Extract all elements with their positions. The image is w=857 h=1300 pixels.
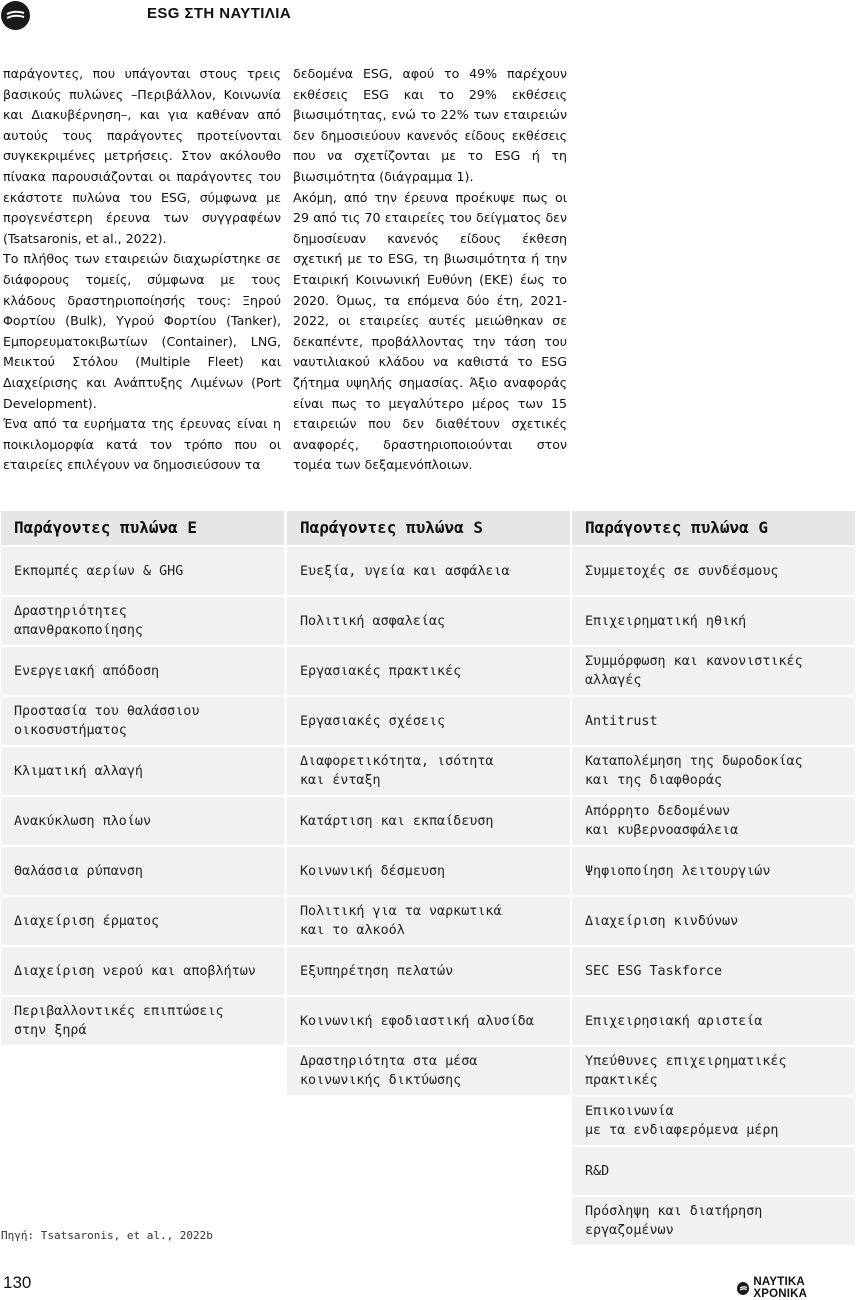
table-cell [1, 647, 284, 695]
table-cell-text [300, 612, 445, 631]
table-column-s [287, 511, 570, 1097]
table-cell-line: Δραστηριότητα στα μέσα [300, 1054, 478, 1069]
table-cell-text [14, 912, 159, 931]
brand-name: ΝΑΥΤΙΚΑ ΧΡΟΝΙΚΑ [753, 1276, 808, 1300]
table-cell-text [585, 1052, 787, 1090]
table-cell-line: Antitrust [585, 713, 658, 729]
table-header-s: Παράγοντες πυλώνα S [287, 511, 570, 545]
article-paragraph: Ακόμη, από την έρευνα προέκυψε πως οι 29 από τις 70 εταιρείες του δείγματος δεν δημοσίευαν κανενός είδους έκθεση σχετική με το ESG, τη βιωσιμότητα ή την Εταιρική Κοινωνική Ευθύνη (ΕΚΕ) έως το 2020. Όμως, τα επόμενα δύο έτη, 2021-2022, οι εταιρείες αυτές μειώθηκαν σε δεκαπέντε, προβάλλοντας την τάση του ναυτιλιακού κλάδου να καθιστά το ESG ζήτημα υψηλής σημασίας. Άξιο αναφοράς είναι πως το μεγαλύτερο μέρος των 15 εταιρειών που δεν διαθέτουν σχετικές αναφορές, δραστηριοποιούνται στον τομέα των δεξαμενόπλοιων. [293, 189, 567, 473]
table-cell-text [585, 1102, 778, 1140]
table-cell-line: Συμμετοχές σε συνδέσμους [585, 563, 779, 579]
table-cell-line: και το αλκοόλ [300, 923, 405, 938]
table-cell-text [300, 1012, 534, 1031]
table-cell [287, 947, 570, 995]
table-cell-text [585, 652, 803, 690]
table-cell [1, 697, 284, 745]
table-cell-text [585, 752, 803, 790]
table-cell-line: και ένταξη [300, 773, 381, 788]
table-cell-line: Ανακύκλωση πλοίων [14, 813, 152, 829]
table-cell-line: εργαζομένων [585, 1223, 674, 1238]
table-cell [572, 647, 855, 695]
page-number: 130 [3, 1273, 32, 1292]
table-cell-text [14, 602, 143, 640]
table-cell-line: Πολιτική για τα ναρκωτικά [300, 904, 502, 919]
table-cell-text [300, 662, 461, 681]
table-cell-text [300, 752, 493, 790]
table-cell [1, 997, 284, 1045]
table-cell [287, 997, 570, 1045]
article-column-right [293, 64, 567, 476]
table-header-g: Παράγοντες πυλώνα G [572, 511, 855, 545]
table-cell [287, 897, 570, 945]
table-cell [572, 847, 855, 895]
table-cell [572, 1047, 855, 1095]
table-cell-line: Εργασιακές σχέσεις [300, 713, 446, 729]
table-cell-line: Διαχείριση κινδύνων [585, 913, 739, 929]
table-cell [572, 797, 855, 845]
table-cell-line: Κατάρτιση και εκπαίδευση [300, 813, 494, 829]
section-title: ESG ΣΤΗ ΝΑΥΤΙΛΙΑ [147, 5, 292, 22]
table-cell [1, 597, 284, 645]
magazine-logo-icon [1, 1, 30, 30]
table-cell-line: SEC ESG Taskforce [585, 963, 723, 979]
table-cell-line: Πολιτική ασφαλείας [300, 613, 446, 629]
table-cell-text [14, 862, 143, 881]
table-cell-text [14, 812, 151, 831]
table-cell-text [585, 1202, 762, 1240]
table-cell-text [300, 1052, 477, 1090]
table-cell-line: αλλαγές [585, 673, 642, 688]
article-paragraph: Ένα από τα ευρήματα της έρευνας είναι η ποικιλομορφία κατά τον τρόπο που οι εταιρείες επιλέγουν να δημοσιεύσουν τα [3, 416, 281, 473]
table-cell-line: Καταπολέμηση της δωροδοκίας [585, 754, 803, 769]
table-cell [572, 1097, 855, 1145]
table-cell-text [14, 662, 159, 681]
table-cell-line: Δραστηριότητες [14, 604, 127, 619]
table-cell-text [585, 962, 722, 981]
table-cell-text [585, 802, 738, 840]
table-cell-line: κοινωνικής δικτύωσης [300, 1073, 462, 1088]
table-source: Πηγή: Tsatsaronis, et al., 2022b [1, 1229, 213, 1242]
table-cell [572, 1147, 855, 1195]
table-cell [287, 547, 570, 595]
table-cell-text [300, 862, 445, 881]
table-cell-text [14, 762, 143, 781]
table-cell [572, 597, 855, 645]
table-cell-line: R&D [585, 1163, 610, 1179]
table-cell-line: Επιχειρηματική ηθική [585, 613, 747, 629]
table-cell-line: Πρόσληψη και διατήρηση [585, 1204, 763, 1219]
table-cell [572, 547, 855, 595]
article-paragraph: δεδομένα ESG, αφού το 49% παρέχουν εκθέσεις ESG και το 29% εκθέσεις βιωσιμότητας, ενώ το 22% των εταιρειών δεν δημοσιεύουν κανενός είδους εκθέσεις που να σχετίζονται με το ESG ή τη βιωσιμότητα (διάγραμμα 1). [293, 66, 567, 184]
table-cell-line: με τα ενδιαφερόμενα μέρη [585, 1123, 779, 1138]
table-cell-line: Υπεύθυνες επιχειρηματικές [585, 1054, 787, 1069]
table-column-e [1, 511, 284, 1047]
table-cell-text [300, 712, 445, 731]
table-cell-line: και κυβερνοασφάλεια [585, 823, 739, 838]
table-cell-text [585, 562, 778, 581]
table-cell [287, 847, 570, 895]
table-cell-line: και της διαφθοράς [585, 773, 723, 788]
table-cell-text [585, 612, 746, 631]
table-cell-line: οικοσυστήματος [14, 723, 127, 738]
table-cell [287, 597, 570, 645]
table-cell-line: Διαφορετικότητα, ισότητα [300, 754, 494, 769]
table-cell-text [14, 562, 183, 581]
table-cell-text [585, 1012, 762, 1031]
table-cell-text [585, 862, 770, 881]
table-cell-text [300, 812, 493, 831]
table-cell-line: Κλιματική αλλαγή [14, 763, 143, 779]
table-cell-line: Συμμόρφωση και κανονιστικές [585, 654, 803, 669]
table-cell-text [585, 1162, 609, 1181]
table-cell-text [300, 902, 502, 940]
table-cell-line: Διαχείριση νερού και αποβλήτων [14, 963, 256, 979]
table-cell-text [585, 712, 658, 731]
table-cell-text [300, 562, 510, 581]
table-cell-line: Θαλάσσια ρύπανση [14, 863, 143, 879]
table-cell-line: Απόρρητο δεδομένων [585, 804, 731, 819]
table-cell [1, 897, 284, 945]
table-cell [572, 697, 855, 745]
table-cell-line: Κοινωνική δέσμευση [300, 863, 446, 879]
table-cell [1, 847, 284, 895]
brand-logo-icon [737, 1282, 749, 1295]
article-paragraph: Το πλήθος των εταιρειών διαχωρίστηκε σε διάφορους τομείς, σύμφωνα με τους κλάδους δραστηριοποίησής τους: Ξηρού Φορτίου (Bulk), Υγρού Φορτίου (Tanker), Εμπορευματοκιβωτίων (Container), LNG, Μεικτού Στόλου (Multiple Fleet) και Διαχείρισης και Ανάπτυξης Λιμένων (Port Development). [3, 251, 281, 411]
table-cell-line: Ευεξία, υγεία και ασφάλεια [300, 563, 510, 579]
table-cell [1, 947, 284, 995]
table-cell [287, 697, 570, 745]
table-cell-line: απανθρακοποίησης [14, 623, 143, 638]
table-cell-text [585, 912, 738, 931]
footer-brand [737, 1276, 857, 1300]
table-cell-line: Εργασιακές πρακτικές [300, 663, 462, 679]
table-cell-line: Ψηφιοποίηση λειτουργιών [585, 863, 771, 879]
table-cell-text [14, 1002, 224, 1040]
table-cell-line: Διαχείριση έρματος [14, 913, 160, 929]
table-cell-line: Επιχειρησιακή αριστεία [585, 1013, 763, 1029]
table-cell-line: Προστασία του θαλάσσιου [14, 704, 200, 719]
table-cell [287, 1047, 570, 1095]
table-cell [572, 947, 855, 995]
article-column-left [3, 64, 281, 476]
table-cell-text [300, 962, 453, 981]
table-cell [572, 897, 855, 945]
table-cell-line: Επικοινωνία [585, 1104, 674, 1119]
table-cell-line: Κοινωνική εφοδιαστική αλυσίδα [300, 1013, 534, 1029]
table-cell [1, 747, 284, 795]
table-cell [1, 547, 284, 595]
table-cell-text [14, 962, 256, 981]
article-paragraph: παράγοντες, που υπάγονται στους τρεις βασικούς πυλώνες –Περιβάλλον, Κοινωνία και Διακυβέρνηση–, και για καθέναν από αυτούς τους παράγοντες προτείνονται συγκεκριμένες μετρήσεις. Στον ακόλουθο πίνακα παρουσιάζονται οι παράγοντες του εκάστοτε πυλώνα του ESG, σύμφωνα με προγενέστερη έρευνα των συγγραφέων (Tsatsaronis, et al., 2022). [3, 66, 281, 246]
table-cell-line: Εξυπηρέτηση πελατών [300, 963, 454, 979]
table-cell [287, 647, 570, 695]
table-cell-line: στην ξηρά [14, 1023, 87, 1038]
table-column-g [572, 511, 855, 1247]
table-cell [287, 747, 570, 795]
table-cell-line: Εκπομπές αερίων & GHG [14, 563, 184, 579]
table-cell-line: Ενεργειακή απόδοση [14, 663, 160, 679]
table-cell [1, 797, 284, 845]
table-cell-text [14, 702, 199, 740]
table-cell-line: πρακτικές [585, 1073, 658, 1088]
table-cell [572, 1197, 855, 1245]
table-header-e: Παράγοντες πυλώνα E [1, 511, 284, 545]
table-cell [572, 997, 855, 1045]
table-cell [287, 797, 570, 845]
table-cell-line: Περιβαλλοντικές επιπτώσεις [14, 1004, 224, 1019]
table-cell [572, 747, 855, 795]
